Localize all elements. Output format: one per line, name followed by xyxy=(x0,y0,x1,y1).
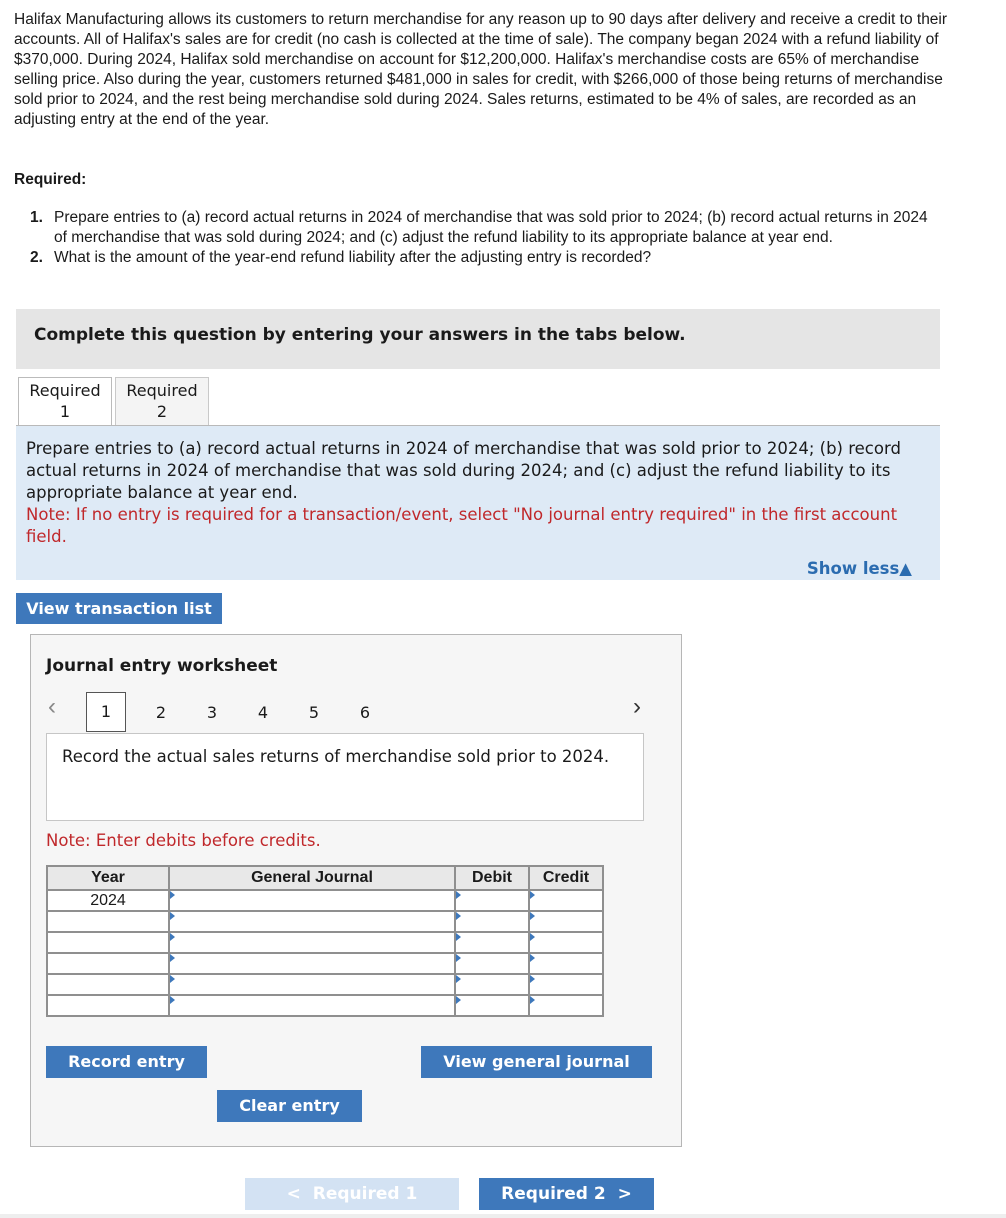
page-3[interactable]: 3 xyxy=(206,703,218,722)
year-cell xyxy=(47,911,169,932)
record-entry-button[interactable]: Record entry xyxy=(46,1046,207,1078)
transaction-description xyxy=(46,733,644,821)
table-row xyxy=(47,911,603,932)
chevron-right-icon[interactable]: › xyxy=(633,693,641,720)
account-field[interactable] xyxy=(169,974,455,995)
page-5[interactable]: 5 xyxy=(308,703,320,722)
view-transaction-list-button[interactable]: View transaction list xyxy=(16,593,222,624)
debit-field[interactable] xyxy=(455,932,529,953)
next-required-label: Required 2 xyxy=(501,1184,606,1204)
account-field[interactable] xyxy=(169,911,455,932)
journal-entry-worksheet xyxy=(30,634,682,1147)
year-cell: 2024 xyxy=(47,890,169,911)
table-row xyxy=(47,974,603,995)
year-cell xyxy=(47,995,169,1016)
tab-number: 2 xyxy=(156,402,168,421)
required-item-number: 1. xyxy=(30,209,43,226)
credit-field[interactable] xyxy=(529,890,603,911)
credit-field[interactable] xyxy=(529,953,603,974)
page-2[interactable]: 2 xyxy=(155,703,167,722)
credit-field[interactable] xyxy=(529,974,603,995)
required-item-1 xyxy=(30,208,940,248)
debit-field[interactable] xyxy=(455,953,529,974)
page-6[interactable]: 6 xyxy=(359,703,371,722)
debit-field[interactable] xyxy=(455,974,529,995)
required-item-text: What is the amount of the year-end refund liability after the adjusting entry is recorded? xyxy=(54,249,652,266)
required-item-number: 2. xyxy=(30,249,43,266)
year-cell xyxy=(47,974,169,995)
required-item-2 xyxy=(30,248,940,268)
show-less-link[interactable]: Show less▲ xyxy=(806,559,912,578)
year-cell xyxy=(47,932,169,953)
required-heading: Required: xyxy=(14,171,87,188)
problem-statement: Halifax Manufacturing allows its customers to return merchandise for any reason up to 90 days after delivery and receive a credit to their accounts. All of Halifax's sales are for credit (no cash is collected at the time of sale). The company began 2024 with a refund liability of $370,000. During 2024, Halifax sold merchandise on account for $12,200,000. Halifax's merchandise costs are 65% of merchandise selling price. Also during the year, customers returned $481,000 in sales for credit, with $266,000 of those being returns of merchandise sold prior to 2024, and the rest being merchandise sold during 2024. Sales returns, estimated to be 4% of sales, are recorded as an adjusting entry at the end of the year. xyxy=(14,11,948,128)
page-4[interactable]: 4 xyxy=(257,703,269,722)
account-field[interactable] xyxy=(169,932,455,953)
credit-field[interactable] xyxy=(529,932,603,953)
chevron-right-icon: > xyxy=(605,1184,632,1204)
table-row xyxy=(47,995,603,1016)
credit-field[interactable] xyxy=(529,911,603,932)
account-field[interactable] xyxy=(169,953,455,974)
tab-label: Required xyxy=(29,381,101,400)
page-1[interactable]: 1 xyxy=(86,692,126,732)
year-cell xyxy=(47,953,169,974)
tab-required-2[interactable] xyxy=(115,377,209,425)
required-item-text: Prepare entries to (a) record actual returns in 2024 of merchandise that was sold prior to 2024; (b) record actual returns in 2024 of merchandise that was sold during 2024; and (c) adjust the refund liability to its appropriate balance at year end. xyxy=(54,209,928,246)
bottom-divider xyxy=(0,1214,1006,1218)
instruction-banner xyxy=(16,309,940,369)
tab-required-1[interactable] xyxy=(18,377,112,425)
table-row xyxy=(47,890,603,911)
table-row xyxy=(47,953,603,974)
next-required-button[interactable] xyxy=(479,1178,654,1210)
debit-header: Debit xyxy=(455,866,529,890)
credit-header: Credit xyxy=(529,866,603,890)
chevron-left-icon: < xyxy=(286,1184,313,1204)
prev-required-label: Required 1 xyxy=(312,1184,418,1204)
debit-field[interactable] xyxy=(455,995,529,1016)
general-journal-header: General Journal xyxy=(169,866,455,890)
banner-text: Complete this question by entering your answers in the tabs below. xyxy=(34,325,686,345)
tab-number: 1 xyxy=(59,402,71,421)
instructions-text xyxy=(26,438,926,548)
worksheet-title: Journal entry worksheet xyxy=(46,656,278,676)
journal-table xyxy=(46,865,604,1017)
debit-credit-note: Note: Enter debits before credits. xyxy=(46,831,321,850)
account-field[interactable] xyxy=(169,995,455,1016)
debit-field[interactable] xyxy=(455,911,529,932)
required-list xyxy=(30,208,940,268)
year-header: Year xyxy=(47,866,169,890)
table-row xyxy=(47,932,603,953)
chevron-left-icon[interactable]: ‹ xyxy=(48,693,56,720)
view-general-journal-button[interactable]: View general journal xyxy=(421,1046,652,1078)
instructions-body: Prepare entries to (a) record actual returns in 2024 of merchandise that was sold prior to 2024; (b) record actual returns in 2024 of merchandise that was sold during 2024; and (c) adjust the refund liability to its appropriate balance at year end. xyxy=(26,439,901,502)
instructions-note: Note: If no entry is required for a transaction/event, select "No journal entry required" in the first account field. xyxy=(26,505,898,546)
debit-field[interactable] xyxy=(455,890,529,911)
description-text: Record the actual sales returns of merchandise sold prior to 2024. xyxy=(62,747,610,766)
credit-field[interactable] xyxy=(529,995,603,1016)
clear-entry-button[interactable]: Clear entry xyxy=(217,1090,362,1122)
prev-required-button xyxy=(245,1178,459,1210)
tab-instructions xyxy=(16,426,940,580)
account-field[interactable] xyxy=(169,890,455,911)
tab-label: Required xyxy=(126,381,198,400)
